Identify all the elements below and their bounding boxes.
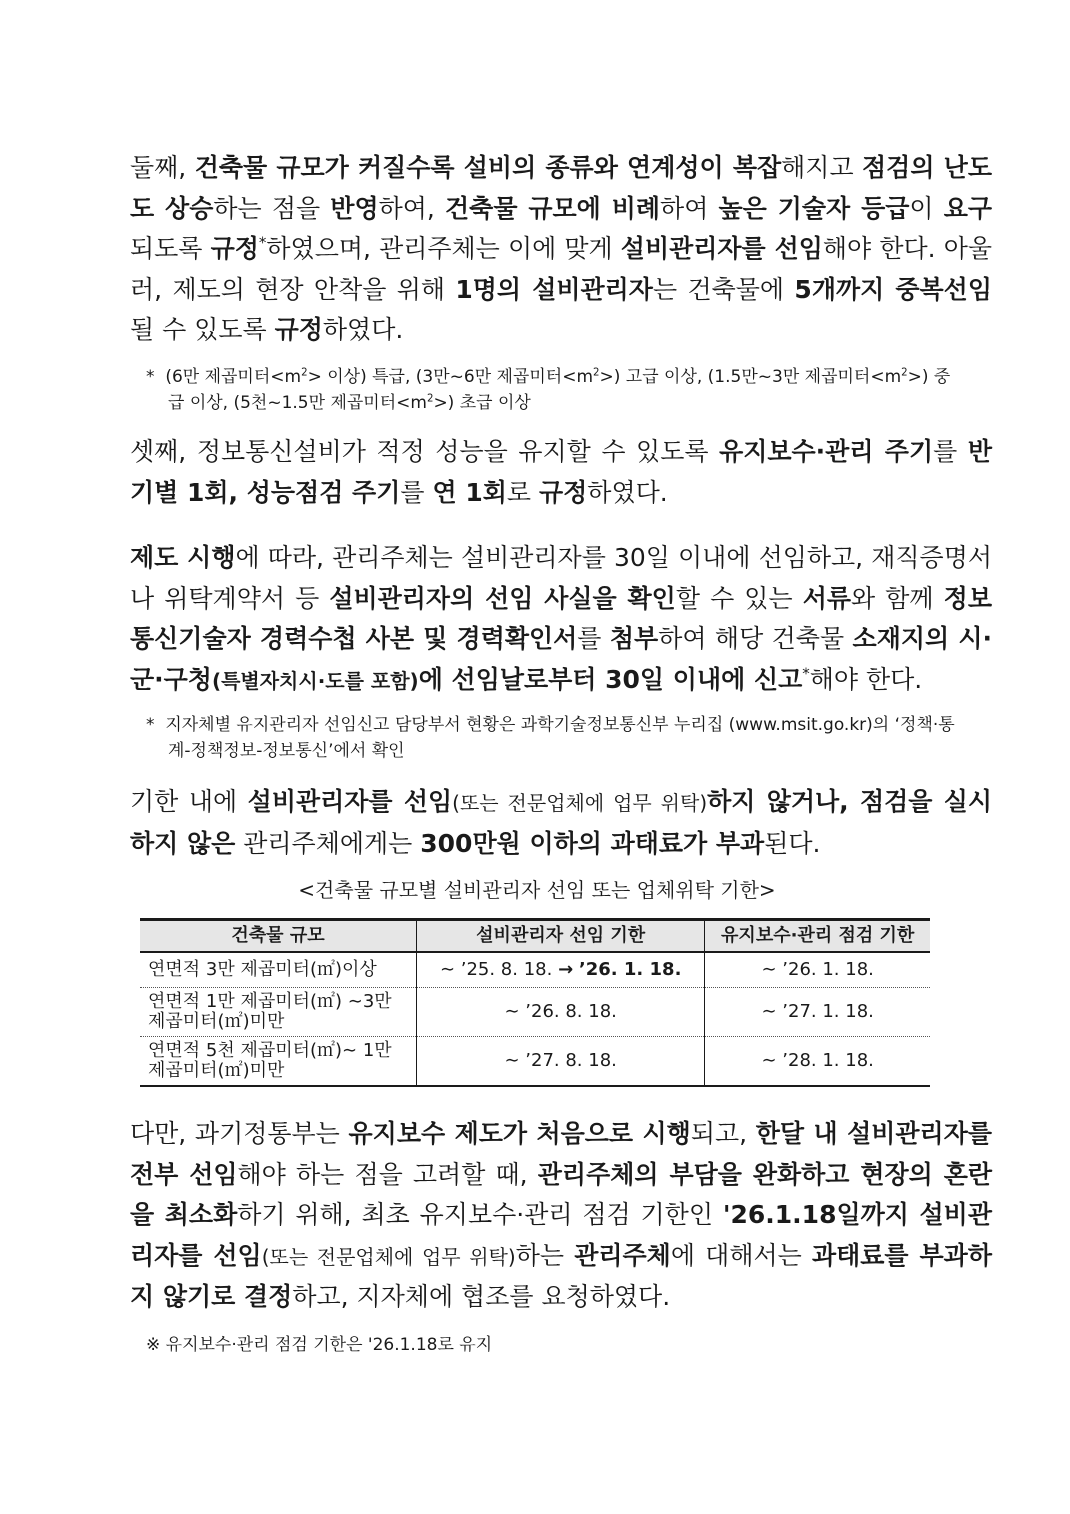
paragraph-penalty: 기한 내에 설비관리자를 선임(또는 전문업체에 업무 위탁)하지 않거나, 점검을 실시하지 않은 관리주체에게는 300만원 이하의 과태료가 부과된다. (130, 787, 993, 858)
footnote-registration-dept: * 지자체별 유지관리자 선임신고 담당부서 현황은 과학기술정보통신부 누리집 (www.msit.go.kr)의 ‘정책·통계-정책정보-정보통신’에서 확인 (146, 715, 955, 761)
cell-scale: 연면적 5천 제곱미터(㎡)∼ 1만 제곱미터(㎡)미만 (140, 1037, 417, 1087)
header-scale: 건축물 규모 (140, 920, 417, 953)
table-row (140, 952, 930, 988)
cell-inspect: ∼ ’26. 1. 18. (705, 952, 930, 988)
cell-scale: 연면적 1만 제곱미터(㎡) ∼3만 제곱미터(㎡)미만 (140, 988, 417, 1037)
cell-appoint: ∼ ’26. 8. 18. (417, 988, 705, 1037)
table-caption: <건축물 규모별 설비관리자 선임 또는 업체위탁 기한> (298, 878, 776, 902)
header-appoint-deadline: 설비관리자 선임 기한 (417, 920, 705, 953)
paragraph-maintenance-cycle: 셋째, 정보통신설비가 적정 성능을 유지할 수 있도록 유지보수·관리 주기를 반기별 1회, 성능점검 주기를 연 1회로 규정하였다. (130, 437, 992, 507)
table-row (140, 1037, 930, 1087)
header-inspect-deadline: 유지보수·관리 점검 기한 (705, 920, 930, 953)
note-inspection-deadline: ※ 유지보수·관리 점검 기한은 '26.1.18로 유지 (146, 1335, 493, 1355)
cell-inspect: ∼ ’27. 1. 18. (705, 988, 930, 1037)
table-row (140, 988, 930, 1037)
paragraph-enforcement: 제도 시행에 따라, 관리주체는 설비관리자를 30일 이내에 선임하고, 재직증명서나 위탁계약서 등 설비관리자의 선임 사실을 확인할 수 있는 서류와 함께 정보통신기술자 경력수첩 사본 및 경력확인서를 첨부하여 해당 건축물 소재지의 시·군·구청(특별자치시·도를 포함)에 선임날로부터 30일 이내에 신고*해야 한다. (130, 543, 992, 694)
paragraph-scale-rule: 둘째, 건축물 규모가 커질수록 설비의 종류와 연계성이 복잡해지고 점검의 난도도 상승하는 점을 반영하여, 건축물 규모에 비례하여 높은 기술자 등급이 요구되도록 규정*하였으며, 관리주체는 이에 맞게 설비관리자를 선임해야 한다. 아울러, 제도의 현장 안착을 위해 1명의 설비관리자는 건축물에 5개까지 중복선임될 수 있도록 규정하였다. (130, 153, 993, 344)
footnote-grade-levels: * (6만 제곱미터$<m^2>$ 이상) 특급, (3만~6만 제곱미터$<m^2>$) 고급 이상, (1.5만~3만 제곱미터$<m^2>$) 중급 이상, (5천~1.5만 제곱미터$<m^2>$) 초급 이상 (146, 367, 951, 413)
cell-inspect: ∼ ’28. 1. 18. (705, 1037, 930, 1087)
cell-appoint: ∼ ’25. 8. 18. → ’26. 1. 18. (417, 952, 705, 988)
table-header-row (140, 920, 930, 953)
paragraph-grace-measure: 다만, 과기정통부는 유지보수 제도가 처음으로 시행되고, 한달 내 설비관리자를 전부 선임해야 하는 점을 고려할 때, 관리주체의 부담을 완화하고 현장의 혼란을 최소화하기 위해, 최초 유지보수·관리 점검 기한인 '26.1.18일까지 설비관리자를 선임(또는 전문업체에 업무 위탁)하는 관리주체에 대해서는 과태료를 부과하지 않기로 결정하고, 지자체에 협조를 요청하였다. (130, 1119, 993, 1311)
arrow-icon: → (558, 959, 574, 980)
deadline-table (140, 918, 930, 1087)
cell-scale: 연면적 3만 제곱미터(㎡)이상 (140, 952, 417, 988)
cell-appoint: ∼ ’27. 8. 18. (417, 1037, 705, 1087)
